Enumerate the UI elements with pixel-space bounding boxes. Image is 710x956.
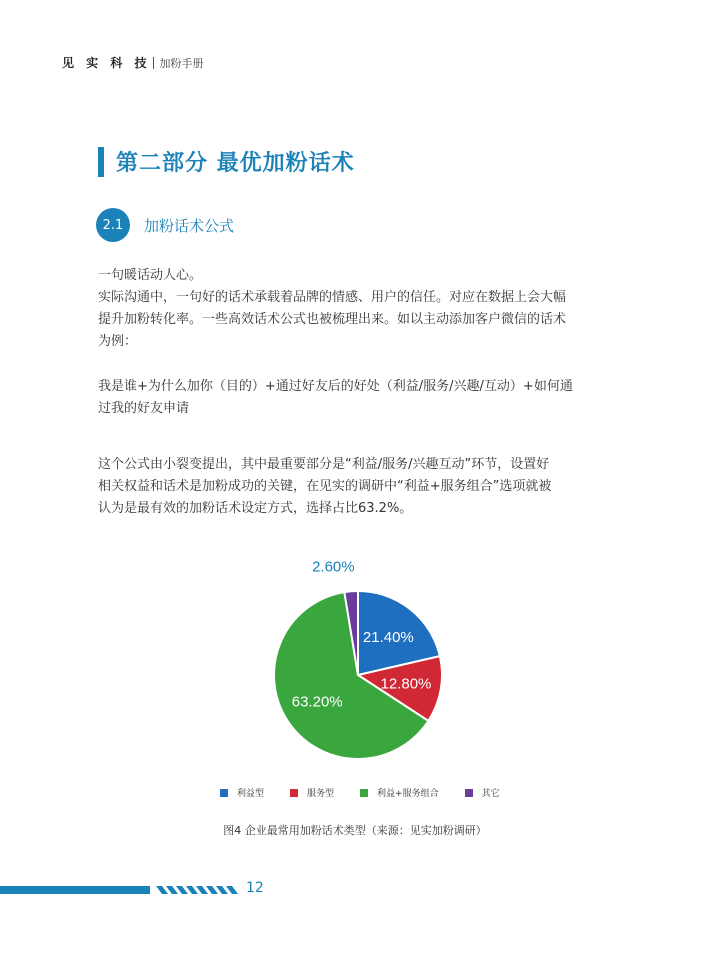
legend-label: 其它 <box>481 789 500 799</box>
figure-caption: 图4 企业最常用加粉话术类型（来源：见实加粉调研） <box>223 824 487 837</box>
header-divider <box>153 57 154 69</box>
text-line: 过我的好友申请 <box>98 401 190 416</box>
pie-label-service: 12.80% <box>380 675 432 693</box>
manual-title: 加粉手册 <box>159 56 204 70</box>
legend-label: 利益型 <box>237 789 265 799</box>
text-line: 我是谁+为什么加你（目的）+通过好友后的好处（利益/服务/兴趣/互动）+如何通 <box>98 379 573 394</box>
paragraph-analysis <box>98 454 612 520</box>
pie-label-combo: 63.20% <box>291 693 343 711</box>
legend-item-benefit <box>220 786 264 799</box>
text-line: 提升加粉转化率。一些高效话术公式也被梳理出来。如以主动添加客户微信的话术 <box>98 312 567 327</box>
text-line: 实际沟通中，一句好的话术承载着品牌的情感、用户的信任。对应在数据上会大幅 <box>98 290 567 305</box>
legend-label: 服务型 <box>307 789 335 799</box>
pie-chart <box>200 558 520 815</box>
legend-swatch <box>220 789 228 797</box>
legend-item-other <box>465 786 500 799</box>
subsection-title: 加粉话术公式 <box>144 216 235 235</box>
paragraph-intro <box>98 265 612 353</box>
page-number: 12 <box>246 880 264 896</box>
brand-name: 见 实 科 技 <box>62 56 151 70</box>
legend-swatch <box>465 789 473 797</box>
paragraph-formula <box>98 376 612 420</box>
page-header <box>62 54 204 71</box>
text-line: 相关权益和话术是加粉成功的关键，在见实的调研中“利益+服务组合”选项就被 <box>98 479 552 494</box>
section-title: 第二部分 最优加粉话术 <box>116 151 355 176</box>
text-line: 认为是最有效的加粉话术设定方式，选择占比63.2%。 <box>98 501 413 516</box>
legend-swatch <box>290 789 298 797</box>
chart-legend <box>220 786 526 799</box>
section-accent-bar <box>98 147 104 177</box>
text-line: 为例： <box>98 334 138 349</box>
text-line: 一句暖话动人心。 <box>98 268 203 283</box>
section-heading <box>98 146 355 177</box>
pie-label-benefit: 21.40% <box>362 628 414 646</box>
legend-item-combo <box>360 786 439 799</box>
pie-label-other: 2.60% <box>312 558 355 576</box>
legend-label: 利益+服务组合 <box>377 789 439 799</box>
subsection-heading <box>96 208 234 242</box>
legend-swatch <box>360 789 368 797</box>
pie-chart-svg <box>200 558 520 785</box>
text-line: 这个公式由小裂变提出，其中最重要部分是“利益/服务/兴趣互动”环节，设置好 <box>98 457 550 472</box>
subsection-number-badge: 2.1 <box>96 208 130 242</box>
legend-item-service <box>290 786 334 799</box>
